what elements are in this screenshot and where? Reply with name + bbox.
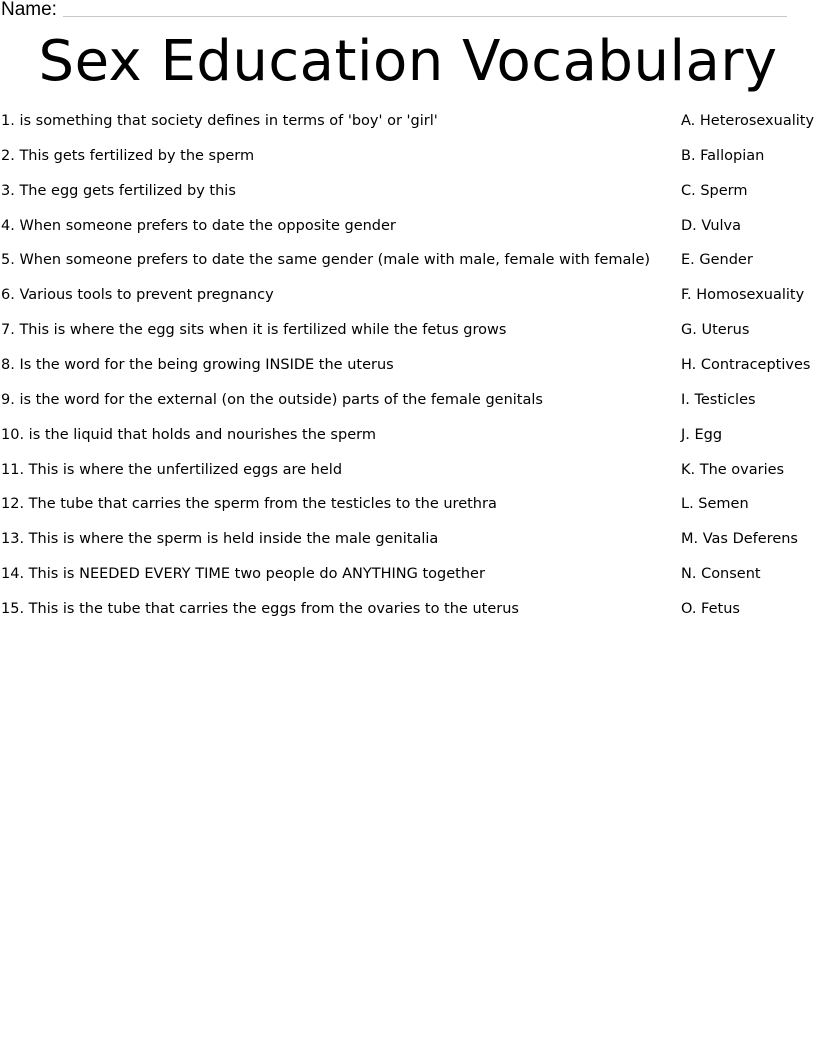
question-text: 14. This is NEEDED EVERY TIME two people do ANYTHING together [1,566,485,583]
answer-option: O. Fetus [681,601,740,618]
question-text: 15. This is the tube that carries the eggs from the ovaries to the uterus [1,601,519,618]
name-label: Name: [1,0,57,20]
question-text: 2. This gets fertilized by the sperm [1,147,255,164]
answer-option: G. Uterus [681,322,750,339]
question-text: 6. Various tools to prevent pregnancy [1,287,274,304]
answer-option: K. The ovaries [681,461,785,478]
matching-row [0,249,816,284]
question-text: 3. The egg gets fertilized by this [1,182,236,199]
answer-option: E. Gender [681,252,753,269]
answer-option: M. Vas Deferens [681,531,798,548]
answer-option: L. Semen [681,496,749,513]
matching-row [0,528,816,563]
question-text: 4. When someone prefers to date the opposite gender [1,217,396,234]
matching-row [0,180,816,215]
answer-option: D. Vulva [681,217,742,234]
matching-row [0,215,816,250]
question-text: 8. Is the word for the being growing INSIDE the uterus [1,357,394,374]
answer-option: I. Testicles [681,391,756,408]
matching-row [0,493,816,528]
answer-option: C. Sperm [681,182,748,199]
answer-option: N. Consent [681,566,761,583]
matching-row [0,459,816,494]
matching-row [0,424,816,459]
matching-list [0,110,816,633]
question-text: 13. This is where the sperm is held inside the male genitalia [1,531,439,548]
answer-option: H. Contraceptives [681,357,811,374]
question-text: 11. This is where the unfertilized eggs are held [1,461,343,478]
answer-option: B. Fallopian [681,147,765,164]
matching-row [0,563,816,598]
question-text: 10. is the liquid that holds and nourishes the sperm [1,426,376,443]
question-text: 5. When someone prefers to date the same gender (male with male, female with female) [1,252,651,269]
matching-row [0,389,816,424]
name-blank-line[interactable] [63,16,787,17]
matching-row [0,110,816,145]
matching-row [0,145,816,180]
answer-option: J. Egg [681,426,723,443]
worksheet-title: Sex Education Vocabulary [38,29,778,94]
matching-row [0,284,816,319]
matching-row [0,319,816,354]
matching-row [0,354,816,389]
question-text: 7. This is where the egg sits when it is fertilized while the fetus grows [1,322,507,339]
question-text: 9. is the word for the external (on the outside) parts of the female genitals [1,391,543,408]
answer-option: F. Homosexuality [681,287,805,304]
question-text: 12. The tube that carries the sperm from the testicles to the urethra [1,496,497,513]
name-field-row [1,0,791,24]
matching-row [0,598,816,633]
answer-option: A. Heterosexuality [681,113,815,129]
question-text: 1. is something that society defines in terms of 'boy' or 'girl' [1,113,438,129]
